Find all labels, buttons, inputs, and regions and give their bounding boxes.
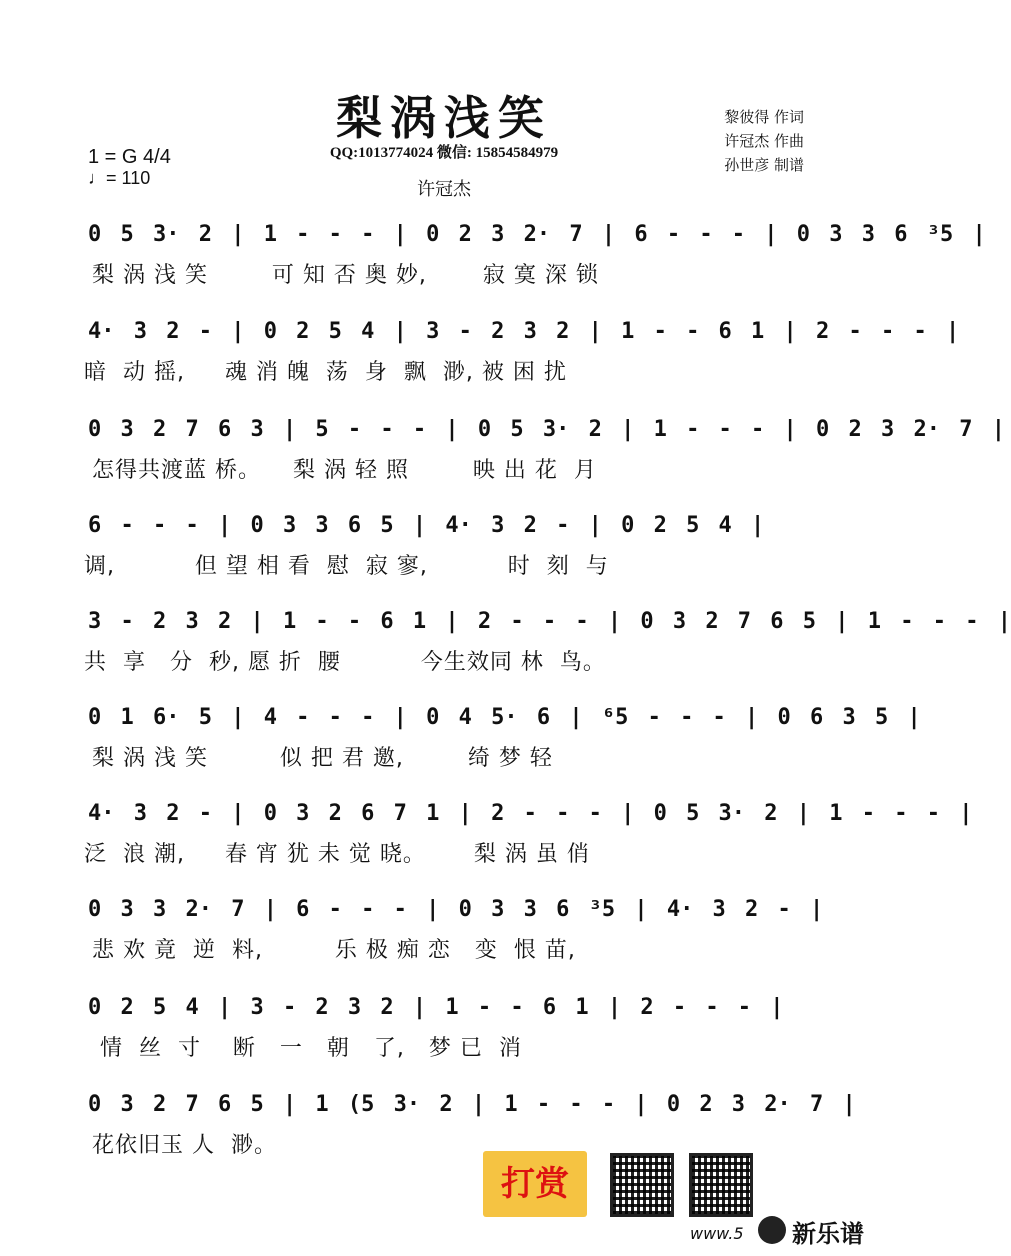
notation-text: 0 1 6· 5 | 4 - - - | 0 4 5· 6 | ⁶5 - - - | 0 6 3 5 | <box>88 705 921 730</box>
lyrics-line: 泛 浪 潮, 春 宵 犹 未 觉 晓。 梨 涡 虽 俏 <box>84 842 590 867</box>
notation-text: 0 3 2 7 6 3 | 5 - - - | 0 5 3· 2 | 1 - - - | 0 2 3 2· 7 | <box>88 417 1005 442</box>
qr-code-icon <box>610 1153 674 1217</box>
notation-text: 0 3 3 2· 7 | 6 - - - | 0 3 3 6 ³5 | 4· 3 2 - | <box>88 897 824 922</box>
singer-name: 许冠杰 <box>417 179 471 200</box>
notation-line <box>84 319 960 355</box>
qr-code-icon <box>689 1153 753 1217</box>
notation-text: 4· 3 2 - | 0 3 2 6 7 1 | 2 - - - | 0 5 3· 2 | 1 - - - | <box>88 801 973 826</box>
transcriber-credit: 孙世彦 制谱 <box>724 156 804 174</box>
contact-info: QQ:1013774024 微信: 15854584979 <box>329 145 559 161</box>
lyrics-line: 梨 涡 浅 笑 可 知 否 奥 妙, 寂 寞 深 锁 <box>84 263 599 288</box>
brand-logo-icon <box>758 1216 786 1244</box>
tempo-marking: ♩= 110 <box>88 168 151 188</box>
lyrics-line: 共 享 分 秒, 愿 折 腰 今生效同 林 鸟。 <box>84 650 606 675</box>
composer-credit: 许冠杰 作曲 <box>724 132 804 150</box>
lyrics-line: 调, 但 望 相 看 慰 寂 寥, 时 刻 与 <box>84 554 609 579</box>
notation-line <box>84 1092 856 1128</box>
notation-text: 3 - 2 3 2 | 1 - - 6 1 | 2 - - - | 0 3 2 7 6 5 | 1 - - - | <box>88 609 1011 634</box>
lyrics-line: 花依旧玉 人 渺。 <box>84 1133 277 1158</box>
notation-text: 0 2 5 4 | 3 - 2 3 2 | 1 - - 6 1 | 2 - - - | <box>88 995 784 1020</box>
lyrics-line: 情 丝 寸 断 一 朝 了, 梦 已 消 <box>84 1036 522 1061</box>
notation-text: 4· 3 2 - | 0 2 5 4 | 3 - 2 3 2 | 1 - - 6 1 | 2 - - - | <box>88 319 960 344</box>
notation-text: 0 3 2 7 6 5 | 1 (5 3· 2 | 1 - - - | 0 2 3 2· 7 | <box>88 1092 856 1117</box>
key-signature: 1 = G 4/4 <box>88 146 171 168</box>
lyrics-line: 梨 涡 浅 笑 似 把 君 邀, 绮 梦 轻 <box>84 746 553 771</box>
site-url[interactable]: www.5 <box>690 1224 744 1243</box>
lyricist-credit: 黎彼得 作词 <box>724 108 804 126</box>
notation-line <box>84 609 1011 645</box>
notation-line <box>84 222 986 258</box>
notation-line <box>84 513 808 549</box>
notation-line <box>84 897 824 933</box>
lyrics-line: 悲 欢 竟 逆 料, 乐 极 痴 恋 变 恨 苗, <box>84 938 576 963</box>
notation-text: 6 - - - | 0 3 3 6 5 | 4· 3 2 - | 0 2 5 4 | <box>88 513 765 538</box>
notation-line <box>84 705 921 741</box>
reward-button[interactable]: 打赏 <box>483 1151 587 1217</box>
notation-text: 0 5 3· 2 | 1 - - - | 0 2 3 2· 7 | 6 - - - | 0 3 3 6 ³5 | <box>88 222 986 247</box>
notation-line <box>84 801 973 837</box>
notation-line <box>84 995 808 1031</box>
lyrics-line: 暗 动 摇, 魂 消 魄 荡 身 飘 渺, 被 困 扰 <box>84 360 567 385</box>
lyrics-line: 怎得共渡蓝 桥。 梨 涡 轻 照 映 出 花 月 <box>84 458 597 483</box>
notation-line <box>84 417 1005 453</box>
song-title: 梨涡浅笑 <box>336 91 552 145</box>
brand-name: 新乐谱 <box>792 1220 864 1248</box>
